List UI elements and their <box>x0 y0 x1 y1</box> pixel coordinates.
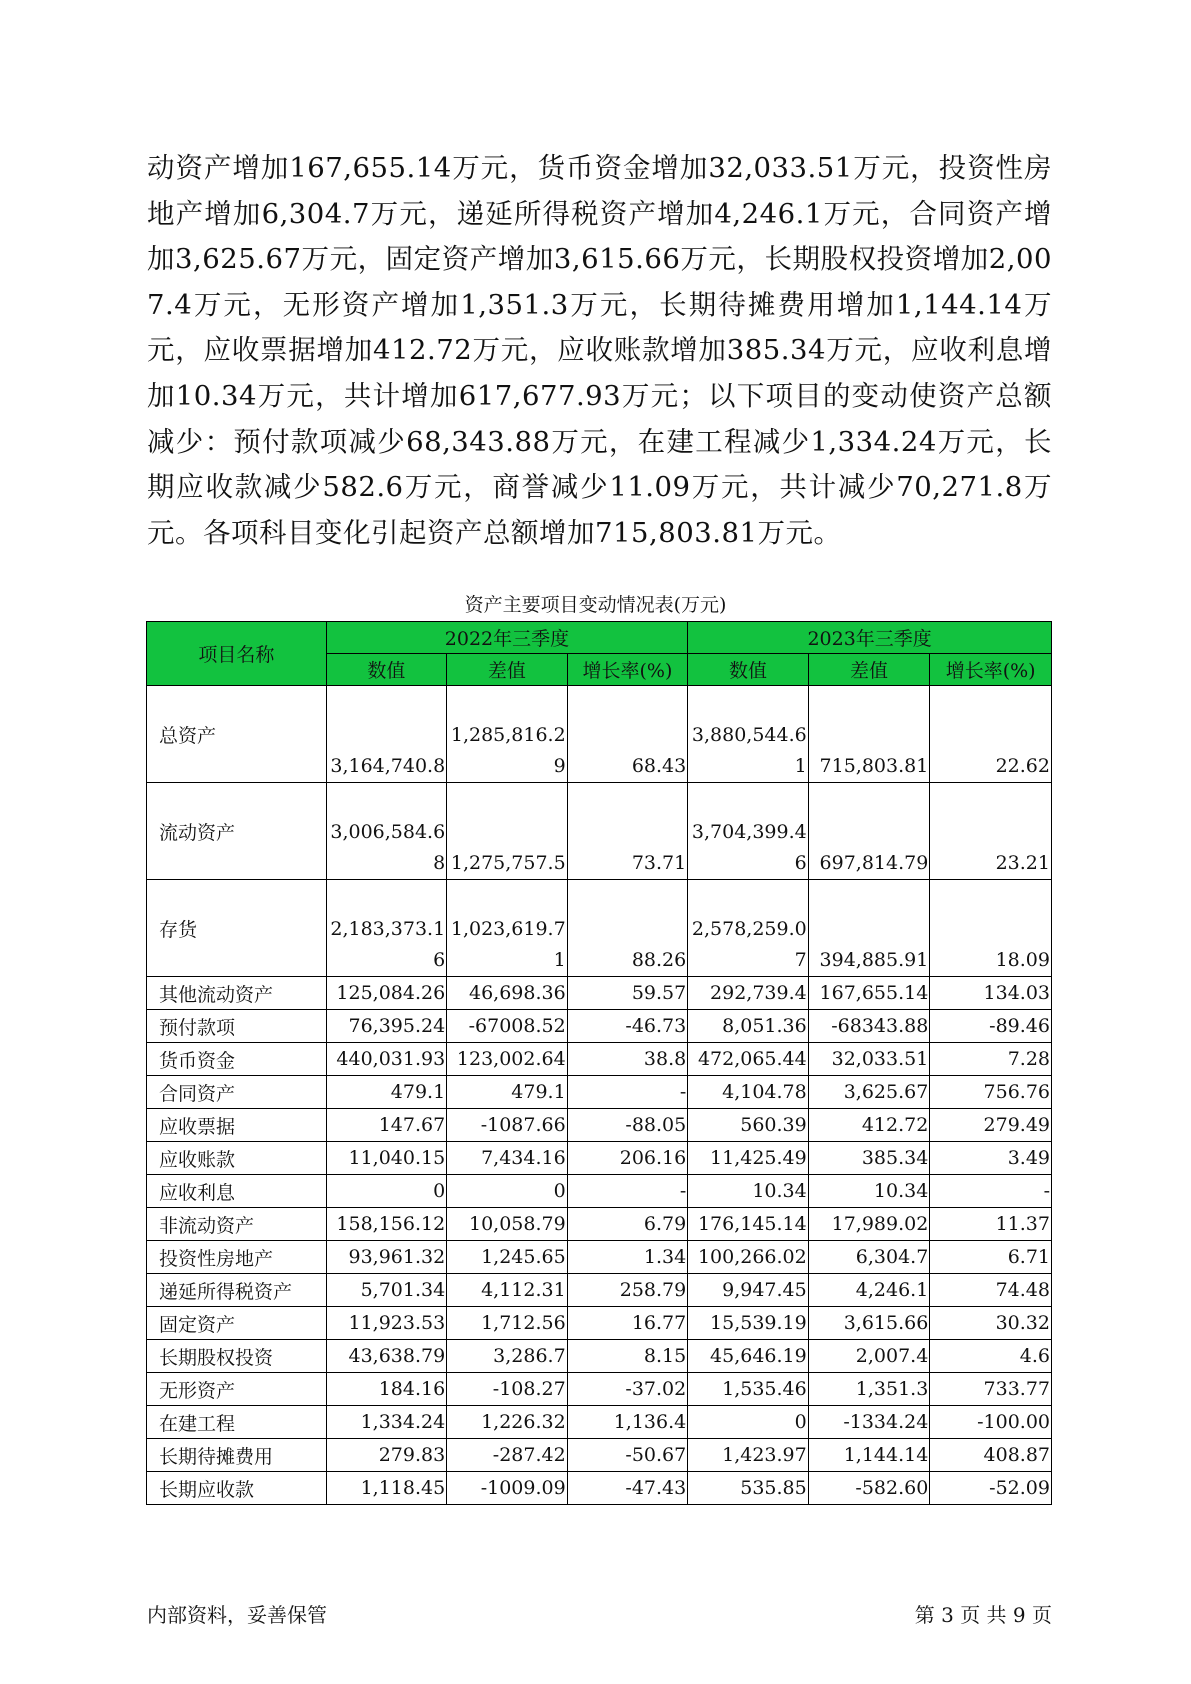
cell-value-2023: 2,578,259.07 <box>688 880 809 977</box>
cell-diff-2022: -287.42 <box>447 1439 568 1472</box>
header-value-2023: 数值 <box>688 654 809 686</box>
cell-diff-2022: 123,002.64 <box>447 1043 568 1076</box>
cell-rate-2022: 16.77 <box>567 1307 688 1340</box>
header-diff-2022: 差值 <box>447 654 568 686</box>
cell-rate-2023: 756.76 <box>930 1076 1052 1109</box>
cell-value-2022: 76,395.24 <box>326 1010 447 1043</box>
table-row <box>147 1340 1052 1373</box>
cell-value-2023: 560.39 <box>688 1109 809 1142</box>
cell-diff-2023: 6,304.7 <box>808 1241 930 1274</box>
cell-rate-2022: 1.34 <box>567 1241 688 1274</box>
table-row <box>147 1109 1052 1142</box>
row-item-name: 应收账款 <box>147 1142 327 1175</box>
row-item-name: 投资性房地产 <box>147 1241 327 1274</box>
table-row <box>147 1274 1052 1307</box>
cell-diff-2023: 1,144.14 <box>808 1439 930 1472</box>
cell-diff-2023: 17,989.02 <box>808 1208 930 1241</box>
cell-rate-2022: -46.73 <box>567 1010 688 1043</box>
cell-diff-2023: 4,246.1 <box>808 1274 930 1307</box>
cell-value-2023: 1,535.46 <box>688 1373 809 1406</box>
cell-diff-2022: 1,245.65 <box>447 1241 568 1274</box>
cell-rate-2023: 11.37 <box>930 1208 1052 1241</box>
header-rate-2022: 增长率(%) <box>567 654 688 686</box>
cell-rate-2022: - <box>567 1076 688 1109</box>
table-row <box>147 1043 1052 1076</box>
cell-diff-2023: 3,615.66 <box>808 1307 930 1340</box>
table-row <box>147 1373 1052 1406</box>
cell-value-2023: 100,266.02 <box>688 1241 809 1274</box>
cell-rate-2023: 22.62 <box>930 686 1052 783</box>
cell-value-2022: 158,156.12 <box>326 1208 447 1241</box>
cell-rate-2022: -47.43 <box>567 1472 688 1505</box>
cell-value-2022: 11,040.15 <box>326 1142 447 1175</box>
cell-rate-2022: 8.15 <box>567 1340 688 1373</box>
row-item-name: 总资产 <box>147 686 327 783</box>
header-period-2022: 2022年三季度 <box>326 622 688 654</box>
table-row <box>147 783 1052 880</box>
cell-diff-2023: 2,007.4 <box>808 1340 930 1373</box>
cell-value-2023: 15,539.19 <box>688 1307 809 1340</box>
table-row <box>147 1439 1052 1472</box>
cell-diff-2023: -582.60 <box>808 1472 930 1505</box>
row-item-name: 预付款项 <box>147 1010 327 1043</box>
row-item-name: 长期待摊费用 <box>147 1439 327 1472</box>
table-row <box>147 1175 1052 1208</box>
cell-value-2023: 3,704,399.46 <box>688 783 809 880</box>
cell-rate-2022: -50.67 <box>567 1439 688 1472</box>
table-row <box>147 880 1052 977</box>
cell-diff-2023: 167,655.14 <box>808 977 930 1010</box>
body-paragraph: 动资产增加167,655.14万元，货币资金增加32,033.51万元，投资性房地产增加6,304.7万元，递延所得税资产增加4,246.1万元，合同资产增加3,625.67万元，固定资产增加3,615.66万元，长期股权投资增加2,007.4万元，无形资产增加1,351.3万元，长期待摊费用增加1,144.14万元，应收票据增加412.72万元，应收账款增加385.34万元，应收利息增加10.34万元，共计增加617,677.93万元；以下项目的变动使资产总额减少：预付款项减少68,343.88万元，在建工程减少1,334.24万元，长期应收款减少582.6万元，商誉减少11.09万元，共计减少70,271.8万元。各项科目变化引起资产总额增加715,803.81万元。 <box>147 152 1052 549</box>
cell-value-2023: 292,739.4 <box>688 977 809 1010</box>
cell-diff-2022: 1,023,619.71 <box>447 880 568 977</box>
table-row <box>147 1208 1052 1241</box>
row-item-name: 其他流动资产 <box>147 977 327 1010</box>
cell-diff-2022: 1,285,816.29 <box>447 686 568 783</box>
cell-value-2022: 479.1 <box>326 1076 447 1109</box>
cell-diff-2023: 697,814.79 <box>808 783 930 880</box>
table-row <box>147 1472 1052 1505</box>
cell-value-2022: 0 <box>326 1175 447 1208</box>
cell-diff-2022: -108.27 <box>447 1373 568 1406</box>
header-value-2022: 数值 <box>326 654 447 686</box>
cell-rate-2023: 4.6 <box>930 1340 1052 1373</box>
cell-diff-2022: 4,112.31 <box>447 1274 568 1307</box>
header-item-name: 项目名称 <box>147 622 327 686</box>
cell-rate-2022: 206.16 <box>567 1142 688 1175</box>
table-row <box>147 977 1052 1010</box>
cell-rate-2023: 408.87 <box>930 1439 1052 1472</box>
cell-rate-2023: -52.09 <box>930 1472 1052 1505</box>
cell-value-2023: 4,104.78 <box>688 1076 809 1109</box>
table-caption: 资产主要项目变动情况表(万元) <box>464 594 727 616</box>
table-row <box>147 1307 1052 1340</box>
cell-diff-2023: -68343.88 <box>808 1010 930 1043</box>
row-item-name: 无形资产 <box>147 1373 327 1406</box>
cell-value-2023: 10.34 <box>688 1175 809 1208</box>
cell-rate-2023: -100.00 <box>930 1406 1052 1439</box>
cell-value-2022: 279.83 <box>326 1439 447 1472</box>
cell-value-2022: 184.16 <box>326 1373 447 1406</box>
cell-rate-2023: 18.09 <box>930 880 1052 977</box>
cell-rate-2023: 733.77 <box>930 1373 1052 1406</box>
cell-value-2023: 0 <box>688 1406 809 1439</box>
cell-rate-2022: 88.26 <box>567 880 688 977</box>
cell-diff-2022: 3,286.7 <box>447 1340 568 1373</box>
cell-rate-2023: -89.46 <box>930 1010 1052 1043</box>
cell-value-2022: 1,118.45 <box>326 1472 447 1505</box>
cell-value-2023: 45,646.19 <box>688 1340 809 1373</box>
cell-diff-2022: 0 <box>447 1175 568 1208</box>
cell-diff-2023: 10.34 <box>808 1175 930 1208</box>
cell-diff-2022: 10,058.79 <box>447 1208 568 1241</box>
row-item-name: 长期股权投资 <box>147 1340 327 1373</box>
row-item-name: 货币资金 <box>147 1043 327 1076</box>
cell-diff-2023: 385.34 <box>808 1142 930 1175</box>
cell-rate-2022: 258.79 <box>567 1274 688 1307</box>
cell-value-2022: 5,701.34 <box>326 1274 447 1307</box>
row-item-name: 流动资产 <box>147 783 327 880</box>
cell-value-2022: 3,006,584.68 <box>326 783 447 880</box>
cell-diff-2022: 479.1 <box>447 1076 568 1109</box>
cell-diff-2023: 715,803.81 <box>808 686 930 783</box>
row-item-name: 合同资产 <box>147 1076 327 1109</box>
cell-value-2023: 472,065.44 <box>688 1043 809 1076</box>
table-row <box>147 686 1052 783</box>
cell-rate-2023: 30.32 <box>930 1307 1052 1340</box>
row-item-name: 递延所得税资产 <box>147 1274 327 1307</box>
cell-value-2022: 3,164,740.8 <box>326 686 447 783</box>
header-rate-2023: 增长率(%) <box>930 654 1052 686</box>
cell-diff-2022: -1087.66 <box>447 1109 568 1142</box>
cell-diff-2023: 394,885.91 <box>808 880 930 977</box>
table-body <box>147 686 1052 1505</box>
cell-diff-2023: 412.72 <box>808 1109 930 1142</box>
cell-value-2023: 535.85 <box>688 1472 809 1505</box>
table-row <box>147 1010 1052 1043</box>
table-row <box>147 1241 1052 1274</box>
cell-rate-2023: 23.21 <box>930 783 1052 880</box>
cell-value-2023: 1,423.97 <box>688 1439 809 1472</box>
cell-diff-2022: 1,712.56 <box>447 1307 568 1340</box>
cell-diff-2022: 1,275,757.5 <box>447 783 568 880</box>
cell-diff-2022: 7,434.16 <box>447 1142 568 1175</box>
table-row <box>147 1076 1052 1109</box>
cell-value-2023: 9,947.45 <box>688 1274 809 1307</box>
cell-rate-2022: -88.05 <box>567 1109 688 1142</box>
cell-rate-2023: - <box>930 1175 1052 1208</box>
cell-diff-2022: 46,698.36 <box>447 977 568 1010</box>
footer-page-number: 第 3 页 共 9 页 <box>914 1603 1052 1627</box>
cell-diff-2023: 1,351.3 <box>808 1373 930 1406</box>
cell-rate-2022: 38.8 <box>567 1043 688 1076</box>
footer-confidential-note: 内部资料，妥善保管 <box>147 1603 327 1627</box>
cell-value-2022: 125,084.26 <box>326 977 447 1010</box>
row-item-name: 长期应收款 <box>147 1472 327 1505</box>
cell-rate-2022: - <box>567 1175 688 1208</box>
cell-rate-2023: 3.49 <box>930 1142 1052 1175</box>
cell-value-2022: 11,923.53 <box>326 1307 447 1340</box>
table-row <box>147 1406 1052 1439</box>
cell-value-2023: 8,051.36 <box>688 1010 809 1043</box>
row-item-name: 存货 <box>147 880 327 977</box>
cell-value-2022: 2,183,373.16 <box>326 880 447 977</box>
cell-value-2023: 3,880,544.61 <box>688 686 809 783</box>
cell-rate-2023: 134.03 <box>930 977 1052 1010</box>
cell-value-2022: 93,961.32 <box>326 1241 447 1274</box>
row-item-name: 固定资产 <box>147 1307 327 1340</box>
cell-rate-2023: 7.28 <box>930 1043 1052 1076</box>
row-item-name: 在建工程 <box>147 1406 327 1439</box>
cell-diff-2022: 1,226.32 <box>447 1406 568 1439</box>
cell-value-2023: 176,145.14 <box>688 1208 809 1241</box>
cell-rate-2022: 1,136.4 <box>567 1406 688 1439</box>
cell-rate-2023: 279.49 <box>930 1109 1052 1142</box>
cell-diff-2022: -67008.52 <box>447 1010 568 1043</box>
cell-rate-2022: 68.43 <box>567 686 688 783</box>
cell-value-2022: 1,334.24 <box>326 1406 447 1439</box>
cell-rate-2022: 73.71 <box>567 783 688 880</box>
cell-diff-2023: 3,625.67 <box>808 1076 930 1109</box>
row-item-name: 应收利息 <box>147 1175 327 1208</box>
row-item-name: 应收票据 <box>147 1109 327 1142</box>
header-period-2023: 2023年三季度 <box>688 622 1052 654</box>
table-row <box>147 1142 1052 1175</box>
cell-rate-2022: 6.79 <box>567 1208 688 1241</box>
cell-value-2022: 440,031.93 <box>326 1043 447 1076</box>
asset-change-table <box>146 621 1052 1505</box>
cell-diff-2023: -1334.24 <box>808 1406 930 1439</box>
cell-diff-2023: 32,033.51 <box>808 1043 930 1076</box>
cell-rate-2022: -37.02 <box>567 1373 688 1406</box>
cell-value-2022: 43,638.79 <box>326 1340 447 1373</box>
cell-value-2023: 11,425.49 <box>688 1142 809 1175</box>
row-item-name: 非流动资产 <box>147 1208 327 1241</box>
header-diff-2023: 差值 <box>808 654 930 686</box>
cell-rate-2022: 59.57 <box>567 977 688 1010</box>
cell-rate-2023: 74.48 <box>930 1274 1052 1307</box>
cell-diff-2022: -1009.09 <box>447 1472 568 1505</box>
cell-rate-2023: 6.71 <box>930 1241 1052 1274</box>
cell-value-2022: 147.67 <box>326 1109 447 1142</box>
